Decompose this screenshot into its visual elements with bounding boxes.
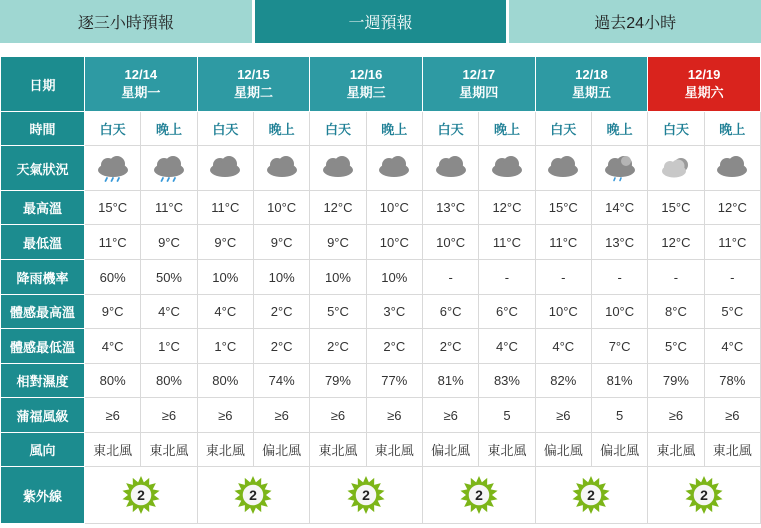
row-header-beaufort: 蒲福風級 — [1, 398, 85, 433]
feels-min-cell: 1°C — [141, 329, 197, 364]
date-label: 12/18 — [575, 67, 608, 82]
feels-max-cell: 3°C — [366, 295, 422, 329]
weather-cell — [535, 146, 591, 191]
date-header — [197, 57, 310, 112]
min-temp-cell: 11°C — [479, 225, 535, 260]
weather-cell — [591, 146, 647, 191]
beaufort-cell: ≥6 — [197, 398, 253, 433]
beaufort-cell: ≥6 — [704, 398, 760, 433]
tab-past-24-hours[interactable]: 過去24小時 — [509, 0, 761, 43]
wind-dir-cell: 偏北風 — [591, 433, 647, 467]
partly-cloudy-icon — [648, 154, 703, 182]
min-temp-cell: 11°C — [535, 225, 591, 260]
uv-index-value: 2 — [136, 487, 145, 503]
weather-cell — [422, 146, 478, 191]
feels-min-cell: 2°C — [253, 329, 309, 364]
wind-dir-row — [1, 433, 761, 467]
weekday-label: 星期一 — [121, 85, 161, 100]
rain-prob-cell: 10% — [310, 260, 366, 295]
rain-prob-cell: - — [704, 260, 760, 295]
min-temp-cell: 9°C — [310, 225, 366, 260]
humidity-cell: 79% — [648, 364, 704, 398]
weekday-label: 星期四 — [459, 85, 499, 100]
feels-min-row — [1, 329, 761, 364]
rain-prob-cell: 60% — [85, 260, 141, 295]
feels-min-cell: 2°C — [366, 329, 422, 364]
feels-min-cell: 2°C — [310, 329, 366, 364]
max-temp-cell: 15°C — [648, 191, 704, 225]
rain-prob-cell: - — [479, 260, 535, 295]
cloud-rain-icon — [141, 154, 196, 182]
weather-cell — [85, 146, 141, 191]
tab-weekly-forecast[interactable]: 一週預報 — [255, 0, 507, 43]
feels-min-cell: 4°C — [704, 329, 760, 364]
weekday-label: 星期六 — [684, 85, 724, 100]
max-temp-cell: 10°C — [366, 191, 422, 225]
date-header — [310, 57, 423, 112]
beaufort-row — [1, 398, 761, 433]
humidity-cell: 78% — [704, 364, 760, 398]
cloud-icon — [310, 154, 365, 182]
min-temp-cell: 9°C — [141, 225, 197, 260]
time-cell: 白天 — [648, 112, 704, 146]
uv-index-value: 2 — [587, 487, 596, 503]
beaufort-cell: ≥6 — [648, 398, 704, 433]
max-temp-cell: 13°C — [422, 191, 478, 225]
row-header-time: 時間 — [1, 112, 85, 146]
time-cell: 晚上 — [591, 112, 647, 146]
feels-min-cell: 4°C — [479, 329, 535, 364]
humidity-cell: 83% — [479, 364, 535, 398]
time-cell: 晚上 — [366, 112, 422, 146]
feels-max-cell: 5°C — [310, 295, 366, 329]
weather-cell — [479, 146, 535, 191]
beaufort-cell: 5 — [479, 398, 535, 433]
cloud-icon — [254, 154, 309, 182]
uv-index-value: 2 — [249, 487, 258, 503]
row-header-weather: 天氣狀況 — [1, 146, 85, 191]
cloud-icon — [367, 154, 422, 182]
rain-prob-cell: - — [591, 260, 647, 295]
time-cell: 白天 — [197, 112, 253, 146]
cloud-icon — [423, 154, 478, 182]
weekday-label: 星期三 — [346, 85, 386, 100]
min-temp-cell: 10°C — [422, 225, 478, 260]
rain-prob-cell: 10% — [197, 260, 253, 295]
max-temp-cell: 12°C — [310, 191, 366, 225]
date-row — [1, 57, 761, 112]
feels-max-cell: 4°C — [141, 295, 197, 329]
rain-prob-cell: 10% — [366, 260, 422, 295]
tab-3hour-forecast[interactable]: 逐三小時預報 — [0, 0, 252, 43]
uv-sun-icon — [121, 475, 161, 515]
weekly-forecast-table — [0, 56, 761, 524]
wind-dir-cell: 東北風 — [197, 433, 253, 467]
time-cell: 晚上 — [253, 112, 309, 146]
rain-prob-cell: - — [648, 260, 704, 295]
min-temp-cell: 11°C — [85, 225, 141, 260]
feels-max-cell: 6°C — [422, 295, 478, 329]
max-temp-cell: 15°C — [85, 191, 141, 225]
max-temp-row — [1, 191, 761, 225]
date-label: 12/16 — [349, 67, 383, 82]
min-temp-cell: 10°C — [366, 225, 422, 260]
rain-prob-row — [1, 260, 761, 295]
max-temp-cell: 14°C — [591, 191, 647, 225]
row-header-rain-prob: 降雨機率 — [1, 260, 85, 295]
weather-row — [1, 146, 761, 191]
date-header — [85, 57, 198, 112]
uv-index-value: 2 — [474, 487, 483, 503]
row-header-humidity: 相對濕度 — [1, 364, 85, 398]
time-cell: 晚上 — [479, 112, 535, 146]
cloud-icon — [198, 154, 253, 182]
humidity-cell: 74% — [253, 364, 309, 398]
wind-dir-cell: 東北風 — [366, 433, 422, 467]
wind-dir-cell: 東北風 — [479, 433, 535, 467]
uv-sun-icon — [233, 475, 273, 515]
wind-dir-cell: 偏北風 — [253, 433, 309, 467]
time-cell: 白天 — [535, 112, 591, 146]
uv-sun-icon — [684, 475, 724, 515]
uv-cell — [422, 467, 535, 524]
cloud-icon — [705, 154, 760, 182]
min-temp-cell: 13°C — [591, 225, 647, 260]
humidity-cell: 80% — [141, 364, 197, 398]
humidity-row — [1, 364, 761, 398]
beaufort-cell: ≥6 — [310, 398, 366, 433]
weather-cell — [366, 146, 422, 191]
wind-dir-cell: 偏北風 — [422, 433, 478, 467]
wind-dir-cell: 東北風 — [648, 433, 704, 467]
humidity-cell: 80% — [85, 364, 141, 398]
uv-cell — [197, 467, 310, 524]
wind-dir-cell: 東北風 — [310, 433, 366, 467]
row-header-wind-dir: 風向 — [1, 433, 85, 467]
date-header — [535, 57, 648, 112]
humidity-cell: 79% — [310, 364, 366, 398]
max-temp-cell: 12°C — [704, 191, 760, 225]
date-header — [422, 57, 535, 112]
time-cell: 白天 — [85, 112, 141, 146]
weather-cell — [310, 146, 366, 191]
min-temp-cell: 12°C — [648, 225, 704, 260]
weekday-label: 星期五 — [571, 85, 611, 100]
uv-sun-icon — [571, 475, 611, 515]
uv-sun-icon — [459, 475, 499, 515]
feels-min-cell: 7°C — [591, 329, 647, 364]
beaufort-cell: ≥6 — [253, 398, 309, 433]
feels-min-cell: 1°C — [197, 329, 253, 364]
feels-min-cell: 4°C — [85, 329, 141, 364]
uv-sun-icon — [346, 475, 386, 515]
uv-index-value: 2 — [362, 487, 371, 503]
forecast-tabs — [0, 0, 761, 43]
rain-prob-cell: - — [422, 260, 478, 295]
time-cell: 晚上 — [141, 112, 197, 146]
rain-prob-cell: - — [535, 260, 591, 295]
uv-cell — [85, 467, 198, 524]
feels-max-cell: 9°C — [85, 295, 141, 329]
min-temp-cell: 11°C — [704, 225, 760, 260]
beaufort-cell: ≥6 — [141, 398, 197, 433]
feels-max-row — [1, 295, 761, 329]
humidity-cell: 80% — [197, 364, 253, 398]
weekday-label: 星期二 — [233, 85, 273, 100]
beaufort-cell: ≥6 — [535, 398, 591, 433]
date-label: 12/14 — [124, 67, 158, 82]
uv-index-value: 2 — [700, 487, 709, 503]
humidity-cell: 82% — [535, 364, 591, 398]
feels-max-cell: 10°C — [535, 295, 591, 329]
wind-dir-cell: 偏北風 — [535, 433, 591, 467]
time-cell: 白天 — [422, 112, 478, 146]
beaufort-cell: ≥6 — [422, 398, 478, 433]
cloud-rain-icon — [85, 154, 140, 182]
feels-max-cell: 4°C — [197, 295, 253, 329]
max-temp-cell: 15°C — [535, 191, 591, 225]
humidity-cell: 77% — [366, 364, 422, 398]
weather-cell — [253, 146, 309, 191]
uv-cell — [648, 467, 761, 524]
feels-max-cell: 6°C — [479, 295, 535, 329]
time-cell: 晚上 — [704, 112, 760, 146]
time-cell: 白天 — [310, 112, 366, 146]
uv-row — [1, 467, 761, 524]
feels-max-cell: 8°C — [648, 295, 704, 329]
beaufort-cell: ≥6 — [85, 398, 141, 433]
feels-max-cell: 2°C — [253, 295, 309, 329]
feels-max-cell: 5°C — [704, 295, 760, 329]
beaufort-cell: 5 — [591, 398, 647, 433]
max-temp-cell: 11°C — [197, 191, 253, 225]
feels-min-cell: 5°C — [648, 329, 704, 364]
uv-cell — [310, 467, 423, 524]
rain-prob-cell: 50% — [141, 260, 197, 295]
min-temp-cell: 9°C — [197, 225, 253, 260]
feels-max-cell: 10°C — [591, 295, 647, 329]
weather-cell — [648, 146, 704, 191]
row-header-uv: 紫外線 — [1, 467, 85, 524]
date-label: 12/17 — [462, 67, 496, 82]
feels-min-cell: 4°C — [535, 329, 591, 364]
cloud-icon — [479, 154, 534, 182]
humidity-cell: 81% — [422, 364, 478, 398]
max-temp-cell: 11°C — [141, 191, 197, 225]
feels-min-cell: 2°C — [422, 329, 478, 364]
wind-dir-cell: 東北風 — [141, 433, 197, 467]
row-header-max-temp: 最高溫 — [1, 191, 85, 225]
row-header-date: 日期 — [1, 57, 85, 112]
min-temp-row — [1, 225, 761, 260]
min-temp-cell: 9°C — [253, 225, 309, 260]
row-header-feels-min: 體感最低溫 — [1, 329, 85, 364]
wind-dir-cell: 東北風 — [704, 433, 760, 467]
row-header-feels-max: 體感最高溫 — [1, 295, 85, 329]
date-label: 12/19 — [687, 67, 721, 82]
date-label: 12/15 — [237, 67, 270, 82]
wind-dir-cell: 東北風 — [85, 433, 141, 467]
date-header — [648, 57, 761, 112]
time-row — [1, 112, 761, 146]
weather-cell — [197, 146, 253, 191]
max-temp-cell: 12°C — [479, 191, 535, 225]
cloud-drizzle-icon — [592, 154, 647, 182]
cloud-icon — [536, 154, 591, 182]
humidity-cell: 81% — [591, 364, 647, 398]
beaufort-cell: ≥6 — [366, 398, 422, 433]
row-header-min-temp: 最低溫 — [1, 225, 85, 260]
weather-cell — [704, 146, 760, 191]
uv-cell — [535, 467, 648, 524]
max-temp-cell: 10°C — [253, 191, 309, 225]
weather-cell — [141, 146, 197, 191]
rain-prob-cell: 10% — [253, 260, 309, 295]
